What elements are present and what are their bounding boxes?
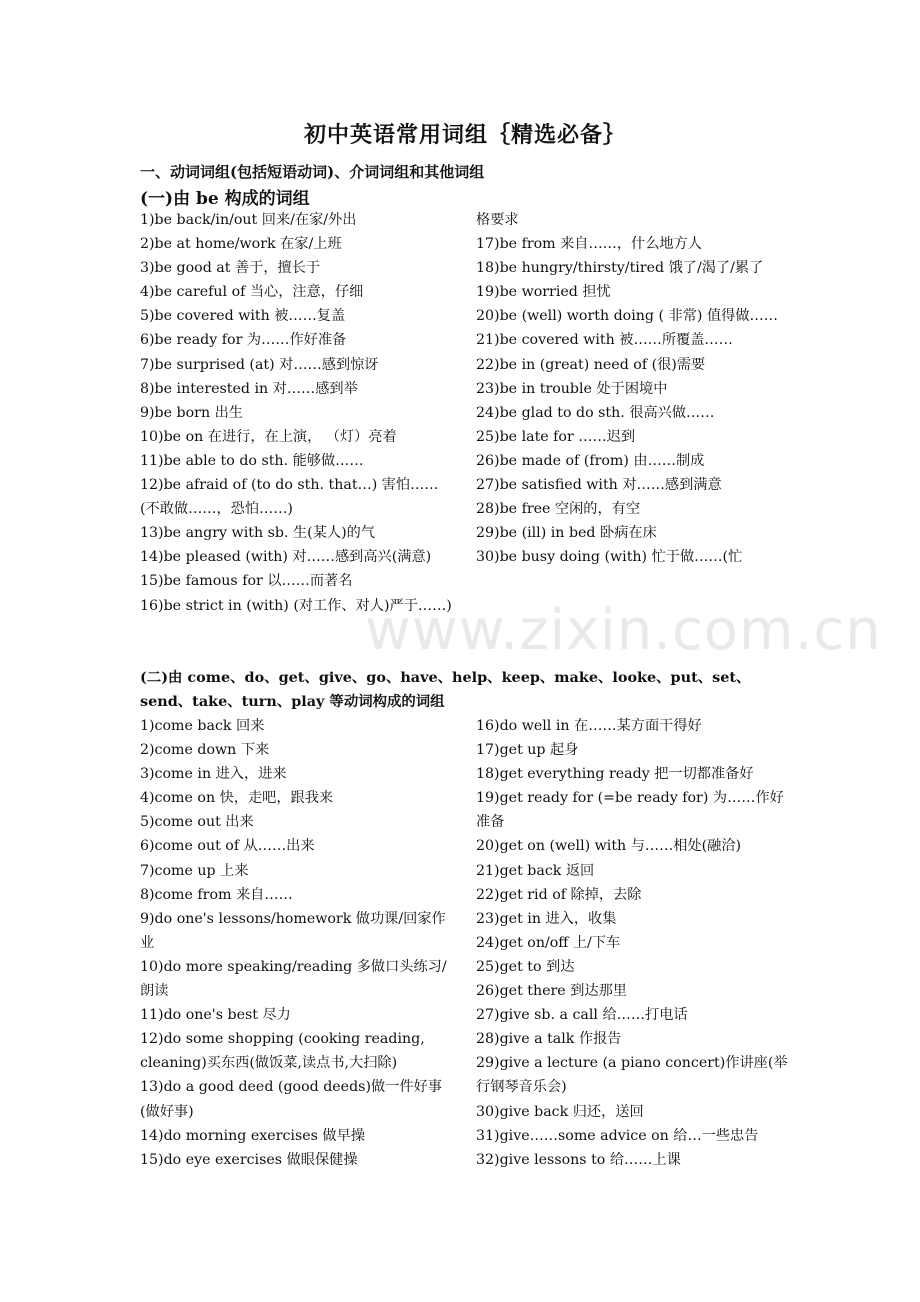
phrase-item: 8)be interested in 对……感到举 xyxy=(140,380,358,397)
phrase-item: 25)get to 到达 xyxy=(476,958,575,975)
phrase-item: 26)get there 到达那里 xyxy=(476,983,627,1000)
phrase-item: 3)be good at 善于，擅长于 xyxy=(140,260,321,277)
phrase-item: 18)get everything ready 把一切都准备好 xyxy=(476,766,754,783)
phrase-item: 10)do more speaking/reading 多做口头练习/朗读 xyxy=(140,958,447,1000)
phrase-item: 22)get rid of 除掉，去除 xyxy=(476,886,642,903)
phrase-list-be-left xyxy=(140,208,452,618)
subsection-heading-verbs: (二)由 come、do、get、give、go、have、help、keep、make、looke、put、set、send、take、turn、play 等动词构成的词组 xyxy=(140,669,751,711)
phrase-item: 1)come back 回来 xyxy=(140,718,265,734)
phrase-item: 29)be (ill) in bed 卧病在床 xyxy=(476,525,657,542)
phrase-item: 16)be strict in (with) (对工作、对人)严于……) xyxy=(140,597,452,614)
phrase-item: 6)be ready for 为……作好准备 xyxy=(140,332,347,349)
phrase-list-verbs-left xyxy=(140,714,452,1172)
watermark: www.zixin.com.cn xyxy=(365,598,882,663)
phrase-item: 格要求 xyxy=(476,212,519,228)
phrase-item: 9)be born 出生 xyxy=(140,404,243,421)
phrase-item: 16)do well in 在……某方面干得好 xyxy=(476,718,702,734)
phrase-item: 15)do eye exercises 做眼保健操 xyxy=(140,1151,358,1168)
phrase-item: 21)be covered with 被……所覆盖…… xyxy=(476,332,733,349)
phrase-item: 27)be satisfied with 对……感到满意 xyxy=(476,477,722,494)
section-heading: 一、动词词组(包括短语动词)、介词词组和其他词组 xyxy=(140,163,485,181)
phrase-item: 26)be made of (from) 由……制成 xyxy=(476,452,705,469)
phrase-item: 15)be famous for 以……而著名 xyxy=(140,573,353,590)
phrase-item: 20)get on (well) with 与……相处(融洽) xyxy=(476,838,742,855)
phrase-item: 13)be angry with sb. 生(某人)的气 xyxy=(140,525,375,542)
phrase-list-verbs-right xyxy=(476,714,790,1172)
phrase-item: 24)get on/off 上/下车 xyxy=(476,934,621,951)
phrase-item: 25)be late for ……迟到 xyxy=(476,428,636,445)
phrase-item: 2)be at home/work 在家/上班 xyxy=(140,236,342,253)
phrase-item: 20)be (well) worth doing ( 非常) 值得做…… xyxy=(476,308,778,325)
phrase-item: 13)do a good deed (good deeds)做一件好事(做好事) xyxy=(140,1079,442,1120)
phrase-item: 17)be from 来自……，什么地方人 xyxy=(476,236,702,253)
phrase-item: 3)come in 进入，进来 xyxy=(140,766,287,783)
phrase-item: 28)be free 空闲的，有空 xyxy=(476,501,641,518)
phrase-item: 19)get ready for (=be ready for) 为……作好准备 xyxy=(476,790,784,831)
phrase-item: 14)be pleased (with) 对……感到高兴(满意) xyxy=(140,549,432,566)
phrase-item: 23)be in trouble 处于困境中 xyxy=(476,380,668,397)
phrase-item: 32)give lessons to 给……上课 xyxy=(476,1151,681,1168)
phrase-item: 7)come up 上来 xyxy=(140,862,249,879)
phrase-item: 8)come from 来自…… xyxy=(140,886,293,903)
phrase-item: 10)be on 在进行，在上演， （灯）亮着 xyxy=(140,428,397,445)
phrase-item: 31)give……some advice on 给…一些忠告 xyxy=(476,1127,759,1144)
phrase-list-be-right xyxy=(476,208,790,569)
phrase-item: 5)come out 出来 xyxy=(140,814,254,831)
phrase-item: 12)do some shopping (cooking reading, cleaning)买东西(做饭菜,读点书,大扫除) xyxy=(140,1031,425,1072)
phrase-item: 29)give a lecture (a piano concert)作讲座(举行钢琴音乐会) xyxy=(476,1055,788,1096)
phrase-item: 4)be careful of 当心，注意，仔细 xyxy=(140,284,364,301)
subsection-heading-be: (一)由 be 构成的词组 xyxy=(140,189,310,209)
phrase-item: 11)do one's best 尽力 xyxy=(140,1007,291,1024)
phrase-item: 6)come out of 从……出来 xyxy=(140,838,315,855)
phrase-item: 11)be able to do sth. 能够做…… xyxy=(140,452,364,469)
page-title: 初中英语常用词组｛精选必备｝ xyxy=(303,122,626,148)
phrase-item: 24)be glad to do sth. 很高兴做…… xyxy=(476,404,715,421)
phrase-item: 28)give a talk 作报告 xyxy=(476,1031,622,1048)
phrase-item: 17)get up 起身 xyxy=(476,742,579,759)
phrase-item: 9)do one's lessons/homework 做功课/回家作业 xyxy=(140,910,446,951)
phrase-item: 12)be afraid of (to do sth. that…) 害怕……(不敢做……，恐怕……) xyxy=(140,477,439,518)
phrase-item: 30)be busy doing (with) 忙于做……(忙 xyxy=(476,549,743,566)
phrase-item: 23)get in 进入，收集 xyxy=(476,910,617,927)
phrase-item: 19)be worried 担忧 xyxy=(476,284,611,301)
phrase-item: 22)be in (great) need of (很)需要 xyxy=(476,356,706,373)
phrase-item: 1)be back/in/out 回来/在家/外出 xyxy=(140,212,357,228)
phrase-item: 30)give back 归还，送回 xyxy=(476,1103,644,1120)
phrase-item: 4)come on 快，走吧，跟我来 xyxy=(140,790,334,807)
phrase-item: 27)give sb. a call 给……打电话 xyxy=(476,1007,688,1024)
phrase-item: 14)do morning exercises 做早操 xyxy=(140,1127,365,1144)
phrase-item: 5)be covered with 被……复盖 xyxy=(140,308,346,325)
phrase-item: 21)get back 返回 xyxy=(476,862,595,879)
phrase-item: 2)come down 下来 xyxy=(140,742,270,759)
phrase-item: 7)be surprised (at) 对……感到惊讶 xyxy=(140,356,379,373)
phrase-item: 18)be hungry/thirsty/tired 饿了/渴了/累了 xyxy=(476,260,764,277)
